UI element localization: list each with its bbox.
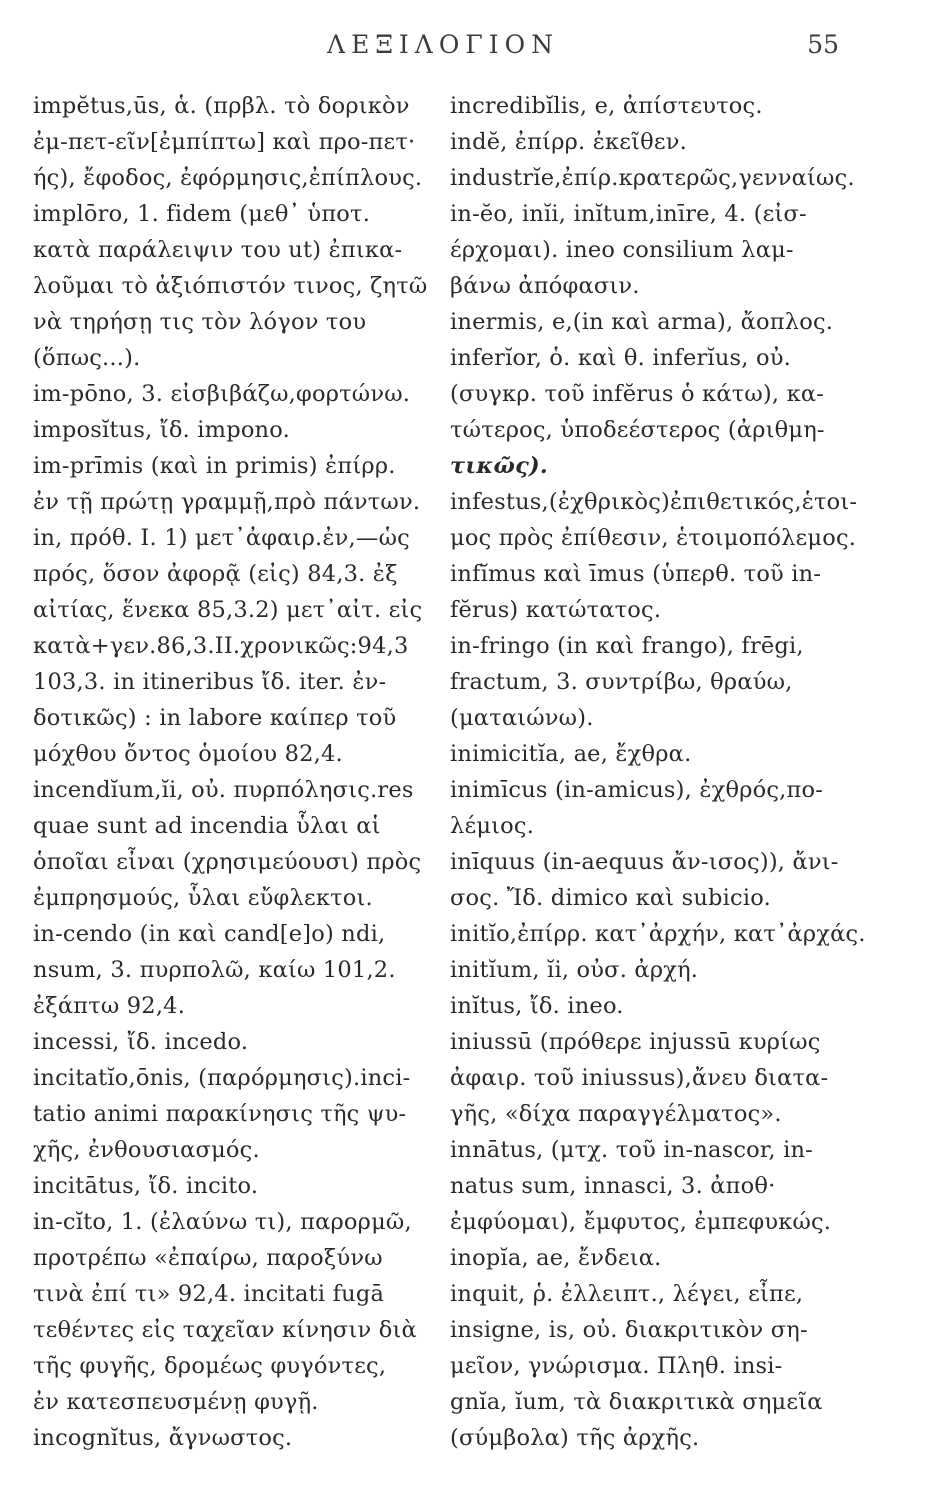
entry-line: μόχθου ὄντος ὁμοίου 82,4.: [33, 741, 343, 767]
entry-line: τεθέντες εἰς ταχεῖαν κίνησιν διὰ: [33, 1317, 417, 1343]
entry-line: πρός, ὅσον ἀφορᾷ (εἰς) 84,3. ἐξ: [33, 561, 398, 587]
entry-line: δοτικῶς) : in labore καίπερ τοῦ: [33, 705, 397, 731]
entry-line: imposĭtus, ἴδ. impono.: [33, 417, 290, 443]
entry-line: ής), ἔφοδος, ἐφόρμησις,ἐπίπλους.: [33, 165, 423, 191]
entry-line: ἐν τῇ πρώτῃ γραμμῇ,πρὸ πάντων.: [33, 489, 421, 515]
entry-line: gnĭa, ĭum, τὰ διακριτικὰ σημεῖα: [450, 1389, 823, 1415]
entry-line: μεῖον, γνώρισμα. Πληθ. insi-: [450, 1353, 783, 1379]
entry-line: natus sum, innasci, 3. ἀποθ·: [450, 1173, 776, 1199]
entry-line: in-ĕo, inĭi, inĭtum,inīre, 4. (εἰσ-: [450, 201, 807, 227]
entry-line: in, πρόθ. I. 1) μετ᾿ἀφαιρ.ἐν,—ὡς: [33, 525, 410, 551]
entry-line: ἐν κατεσπευσμένῃ φυγῇ.: [33, 1389, 319, 1415]
entry-line: inīquus (in-aequus ἄν-ισος)), ἄνι-: [450, 849, 839, 875]
entry-line: σος. Ἴδ. dimico καὶ subicio.: [450, 885, 771, 911]
entry-line: innātus, (μτχ. τοῦ in-nascor, in-: [450, 1137, 813, 1163]
entry-line: μος πρὸς ἐπίθεσιν, ἑτοιμοπόλεμος.: [450, 525, 857, 551]
entry-line: infĭmus καὶ īmus (ὑπερθ. τοῦ in-: [450, 561, 822, 587]
entry-line: inquit, ῥ. ἐλλειπτ., λέγει, εἶπε,: [450, 1281, 804, 1307]
entry-line: incognĭtus, ἄγνωστος.: [33, 1425, 293, 1451]
entry-line: im-pōno, 3. εἰσβιβάζω,φορτώνω.: [33, 381, 411, 407]
entry-line: fractum, 3. συντρίβω, θραύω,: [450, 669, 793, 695]
entry-line: iniussū (πρόθερε injussū κυρίως: [450, 1029, 821, 1055]
entry-line: incredibĭlis, e, ἀπίστευτος.: [450, 93, 763, 119]
entry-line: insigne, is, οὐ. διακριτικὸν ση-: [450, 1317, 808, 1343]
entry-line: λοῦμαι τὸ ἀξιόπιστόν τινος, ζητῶ: [33, 273, 428, 299]
entry-line: in-cĭto, 1. (ἐλαύνω τι), παρορμῶ,: [33, 1209, 412, 1235]
entry-line: incitatĭo,ōnis, (παρόρμησις).inci-: [33, 1065, 411, 1091]
entry-line: προτρέπω «ἐπαίρω, παροξύνω: [33, 1245, 383, 1271]
entry-line: ἐμφύομαι), ἔμφυτος, ἐμπεφυκώς.: [450, 1209, 832, 1235]
entry-line: ὁποῖαι εἶναι (χρησιμεύουσι) πρὸς: [33, 849, 422, 875]
entry-line: initĭo,ἐπίρρ. κατ᾿ἀρχήν, κατ᾿ἀρχάς.: [450, 921, 866, 947]
entry-line: τώτερος, ὑποδεέστερος (ἀριθμη-: [450, 417, 825, 443]
entry-line: κατὰ+γεν.86,3.II.χρονικῶς:94,3: [33, 633, 409, 659]
left-column: [33, 88, 443, 1456]
right-column: [450, 88, 870, 1456]
entry-line: γῆς, «δίχα παραγγέλματος».: [450, 1101, 782, 1127]
entry-line: 103,3. in itineribus ἴδ. iter. ἐν-: [33, 669, 387, 695]
entry-line: inermis, e,(in καὶ arma), ἄοπλος.: [450, 309, 834, 335]
entry-line: quae sunt ad incendia ὗλαι αἱ: [33, 813, 381, 839]
entry-line: impĕtus,ūs, ἁ. (πρβλ. τὸ δορικὸν: [33, 93, 410, 119]
entry-line: inopĭa, ae, ἔνδεια.: [450, 1245, 662, 1271]
entry-line: (ματαιώνω).: [450, 705, 594, 731]
entry-line: inferĭor, ὁ. καὶ θ. inferĭus, οὐ.: [450, 345, 791, 371]
running-title: ΛΕΞΙΛΟΓΙΟΝ: [327, 30, 559, 59]
entry-line: τικῶς).: [450, 453, 548, 479]
entry-line: ἀφαιρ. τοῦ iniussus),ἄνευ διατα-: [450, 1065, 829, 1091]
entry-line: βάνω ἀπόφασιν.: [450, 273, 640, 299]
entry-line: fĕrus) κατώτατος.: [450, 597, 662, 623]
entry-line: incessi, ἴδ. incedo.: [33, 1029, 249, 1055]
page-header: [0, 30, 951, 64]
entry-line: τῆς φυγῆς, δρομέως φυγόντες,: [33, 1353, 387, 1379]
entry-line: industrĭe,ἐπίρ.κρατερῶς,γενναίως.: [450, 165, 855, 191]
entry-line: incendĭum,ĭi, οὐ. πυρπόλησις.res: [33, 777, 414, 803]
entry-line: (σύμβολα) τῆς ἀρχῆς.: [450, 1425, 700, 1451]
entry-line: (ὅπως...).: [33, 345, 141, 371]
entry-line: infestus,(ἐχθρικὸς)ἐπιθετικός,ἑτοι-: [450, 489, 858, 515]
entry-line: incitātus, ἴδ. incito.: [33, 1173, 259, 1199]
entry-line: (συγκρ. τοῦ infĕrus ὁ κάτω), κα-: [450, 381, 825, 407]
entry-line: ἐμπρησμούς, ὗλαι εὔφλεκτοι.: [33, 885, 373, 911]
entry-line: nsum, 3. πυρπολῶ, καίω 101,2.: [33, 957, 396, 983]
entry-line: τινὰ ἐπί τι» 92,4. incitati fugā: [33, 1281, 385, 1307]
entry-line: έρχομαι). ineo consilium λαμ-: [450, 237, 794, 263]
page-number: 55: [807, 30, 839, 59]
entry-line: νὰ τηρήσῃ τις τὸν λόγον του: [33, 309, 367, 335]
entry-line: inĭtus, ἴδ. ineo.: [450, 993, 624, 1019]
entry-line: initĭum, ĭi, οὐσ. ἀρχή.: [450, 957, 699, 983]
entry-line: tatio animi παρακίνησις τῆς ψυ-: [33, 1101, 407, 1127]
entry-line: ἐμ-πετ-εῖν[ἐμπίπτω] καὶ προ-πετ·: [33, 129, 416, 155]
entry-line: in-cendo (in καὶ cand[e]o) ndi,: [33, 921, 386, 947]
entry-line: κατὰ παράλειψιν του ut) ἐπικα-: [33, 237, 403, 263]
entry-line: λέμιος.: [450, 813, 535, 839]
entry-line: ἐξάπτω 92,4.: [33, 993, 186, 1019]
entry-line: in-fringo (in καὶ frango), frēgi,: [450, 633, 804, 659]
entry-line: χῆς, ἐνθουσιασμός.: [33, 1137, 260, 1163]
entry-line: implōro, 1. fidem (μεθ᾿ ὑποτ.: [33, 201, 371, 227]
entry-line: inimīcus (in-amicus), ἐχθρός,πο-: [450, 777, 824, 803]
entry-line: inimicitĭa, ae, ἔχθρα.: [450, 741, 692, 767]
entry-line: indĕ, ἐπίρρ. ἐκεῖθεν.: [450, 129, 688, 155]
entry-line: αἰτίας, ἕνεκα 85,3.2) μετ᾿αἰτ. εἰς: [33, 597, 423, 623]
entry-line: im-prīmis (καὶ in primis) ἐπίρρ.: [33, 453, 396, 479]
